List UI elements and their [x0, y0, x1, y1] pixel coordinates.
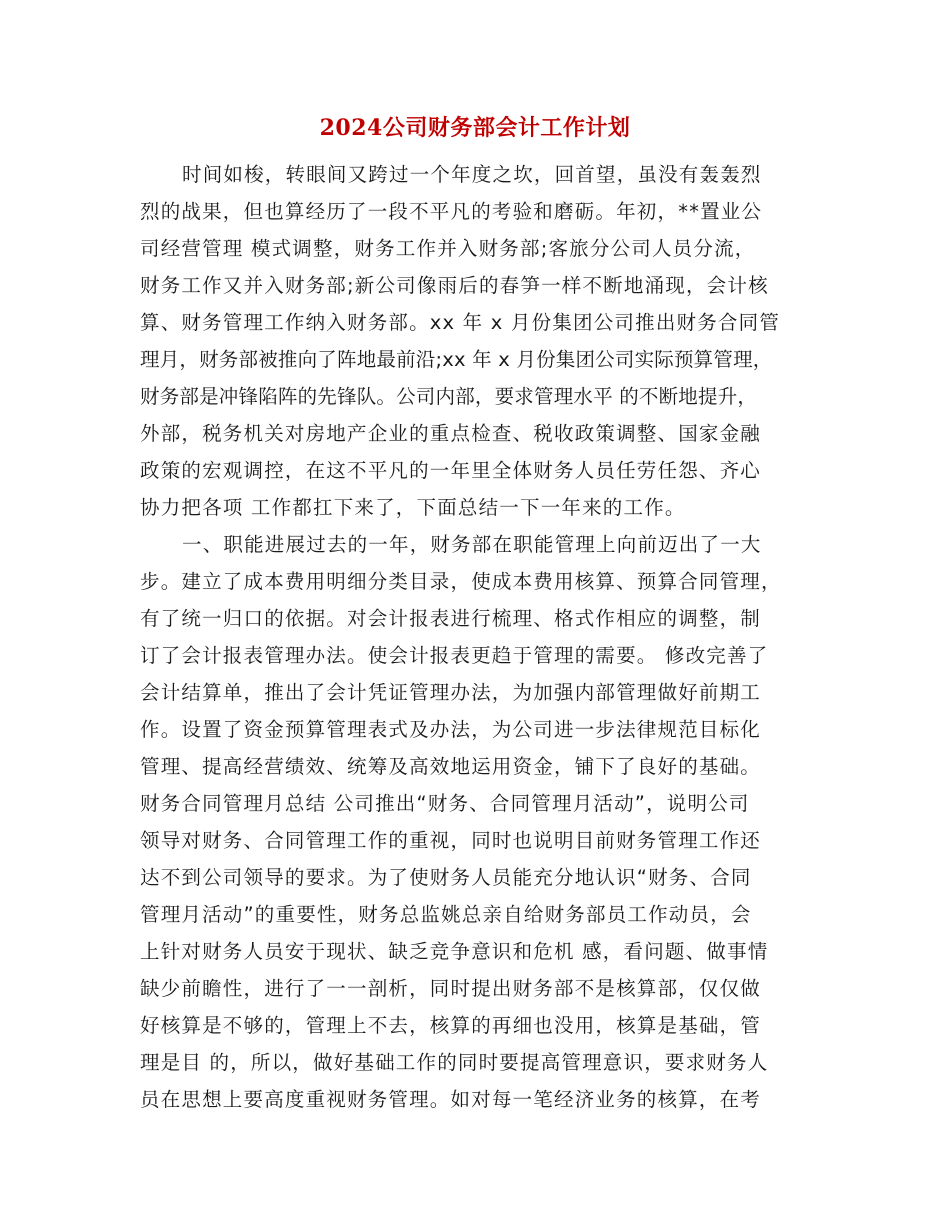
paragraph-line: 订了会计报表管理办法。使会计报表更趋于管理的需要。 修改完善了 — [140, 644, 769, 667]
paragraph-line: 会计结算单，推出了会计凭证管理办法，为加强内部管理做好前期工 — [140, 681, 762, 704]
paragraph-line: 管理月活动”的重要性，财务总监姚总亲自给财务部员工作动员，会 — [140, 903, 752, 926]
paragraph-line: 理月，财务部被推向了阵地最前沿;xx 年 x 月份集团公司实际预算管理， — [140, 348, 773, 371]
paragraph-line: 步。建立了成本费用明细分类目录，使成本费用核算、预算合同管理， — [140, 570, 782, 593]
document-title: 2024公司财务部会计工作计划 — [319, 115, 631, 141]
paragraph-line: 司经营管理 模式调整，财务工作并入财务部;客旅分公司人员分流， — [140, 237, 756, 260]
paragraph-line: 管理、提高经营绩效、统筹及高效地运用资金，铺下了良好的基础。 — [140, 755, 762, 778]
paragraph-line: 财务部是冲锋陷阵的先锋队。公司内部，要求管理水平 的不断地提升， — [140, 385, 758, 408]
paragraph-line: 领导对财务、合同管理工作的重视，同时也说明目前财务管理工作还 — [140, 829, 762, 852]
paragraph-line: 好核算是不够的，管理上不去，核算的再细也没用，核算是基础，管 — [140, 1014, 762, 1037]
paragraph-line: 作。设置了资金预算管理表式及办法，为公司进一步法律规范目标化 — [140, 718, 762, 741]
paragraph-line: 时间如梭，转眼间又跨过一个年度之坎，回首望，虽没有轰轰烈 — [182, 163, 762, 186]
paragraph-line: 员在思想上要高度重视财务管理。如对每一笔经济业务的核算，在考 — [140, 1088, 762, 1111]
paragraph-line: 政策的宏观调控，在这不平凡的一年里全体财务人员任劳任怨、齐心 — [140, 459, 762, 482]
paragraph-line: 财务工作又并入财务部;新公司像雨后的春笋一样不断地涌现，会计核 — [140, 274, 769, 297]
paragraph-line: 烈的战果，但也算经历了一段不平凡的考验和磨砺。年初，**置业公 — [140, 200, 763, 223]
paragraph-line: 上针对财务人员安于现状、缺乏竞争意识和危机 感，看问题、做事情 — [140, 940, 769, 963]
paragraph-line: 一、职能进展过去的一年，财务部在职能管理上向前迈出了一大 — [182, 533, 762, 556]
paragraph-line: 协力把各项 工作都扛下来了，下面总结一下一年来的工作。 — [140, 496, 686, 519]
paragraph-line: 有了统一归口的依据。对会计报表进行梳理、格式作相应的调整，制 — [140, 607, 762, 630]
paragraph-line: 理是目 的，所以，做好基础工作的同时要提高管理意识，要求财务人 — [140, 1051, 769, 1074]
paragraph-line: 达不到公司领导的要求。为了使财务人员能充分地认识“财务、合同 — [140, 866, 752, 889]
paragraph-line: 缺少前瞻性，进行了一一剖析，同时提出财务部不是核算部，仅仅做 — [140, 977, 762, 1000]
paragraph-line: 算、财务管理工作纳入财务部。xx 年 x 月份集团公司推出财务合同管 — [140, 311, 781, 334]
paragraph-line: 财务合同管理月总结 公司推出“财务、合同管理月活动”，说明公司 — [140, 792, 750, 815]
paragraph-line: 外部，税务机关对房地产企业的重点检查、税收政策调整、国家金融 — [140, 422, 762, 445]
